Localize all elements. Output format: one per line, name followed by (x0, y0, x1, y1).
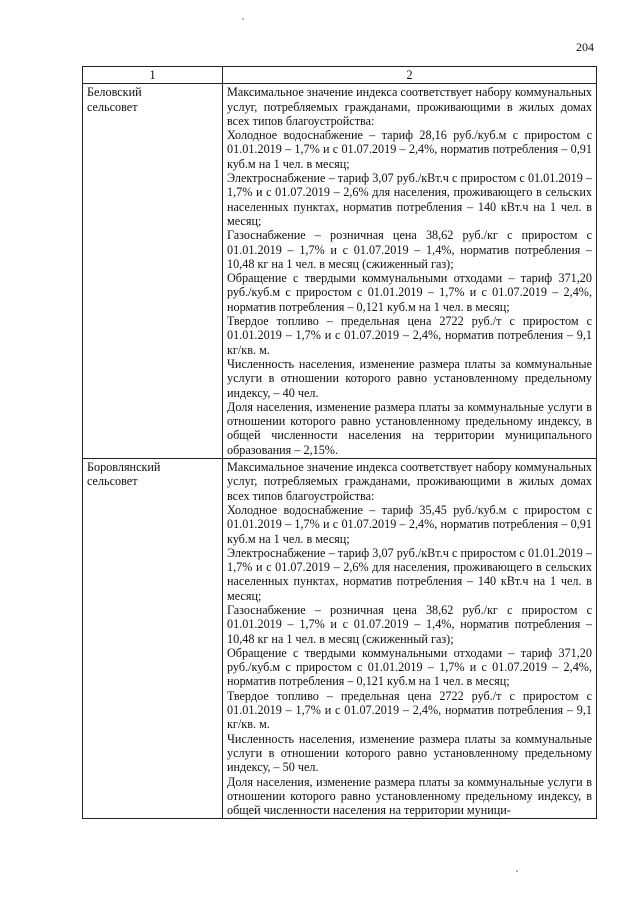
description-cell (223, 459, 597, 819)
municipality-name: Боровлянский сельсовет (87, 460, 161, 489)
paragraph: Максимальное значение индекса соответствует набору коммунальных услуг, потребляемых гражданами, проживающими в жилых домах всех типов благоустройства: (227, 85, 592, 128)
municipality-cell (83, 459, 223, 819)
paragraph: Численность населения, изменение размера платы за коммунальные услуги в отношении которого равно установленному предельному индексу, – 50 чел. (227, 731, 592, 775)
tariff-table (82, 66, 597, 819)
table-row (83, 459, 597, 819)
paragraph: Максимальное значение индекса соответствует набору коммунальных услуг, потребляемых гражданами, проживающими в жилых домах всех типов благоустройства: (227, 460, 592, 503)
paragraph: Газоснабжение – розничная цена 38,62 руб./кг с приростом с 01.01.2019 – 1,7% и с 01.07.2019 – 1,4%, норматив потребления – 10,48 кг на 1 чел. в месяц (сжиженный газ); (227, 228, 592, 271)
table-header-row (83, 67, 597, 84)
paragraph: Доля населения, изменение размера платы за коммунальные услуги в отношении которого равно установленному предельному индексу, в общей численности населения на территории муници- (227, 774, 592, 818)
municipality-cell (83, 84, 223, 459)
page-number: 204 (576, 40, 594, 54)
column-header-2: 2 (223, 67, 597, 84)
table-row (83, 84, 597, 459)
scan-speck (516, 870, 518, 872)
paragraph: Численность населения, изменение размера платы за коммунальные услуги в отношении которого равно установленному предельному индексу, – 40 чел. (227, 356, 592, 400)
scan-speck (242, 18, 244, 20)
paragraph: Обращение с твердыми коммунальными отходами – тариф 371,20 руб./куб.м с приростом с 01.01.2019 – 1,7% и с 01.07.2019 – 2,4%, норматив потребления – 0,121 куб.м на 1 чел. в месяц; (227, 271, 592, 314)
column-header-1: 1 (83, 67, 223, 84)
paragraph: Электроснабжение – тариф 3,07 руб./кВт.ч с приростом с 01.01.2019 – 1,7% и с 01.07.2019 – 2,6% для населения, проживающего в сельских населенных пунктах, норматив потребления – 140 кВт.ч на 1 чел. в месяц; (227, 545, 592, 603)
paragraph: Холодное водоснабжение – тариф 28,16 руб./куб.м с приростом с 01.01.2019 – 1,7% и с 01.07.2019 – 2,4%, норматив потребления – 0,91 куб.м на 1 чел. в месяц; (227, 128, 592, 171)
paragraph: Электроснабжение – тариф 3,07 руб./кВт.ч с приростом с 01.01.2019 – 1,7% и с 01.07.2019 – 2,6% для населения, проживающего в сельских населенных пунктах, норматив потребления – 140 кВт.ч на 1 чел. в месяц; (227, 171, 592, 228)
paragraph: Твердое топливо – предельная цена 2722 руб./т с приростом с 01.01.2019 – 1,7% и с 01.07.2019 – 2,4%, норматив потребления – 9,1 кг/кв. м. (227, 688, 592, 732)
description-cell (223, 84, 597, 459)
paragraph: Обращение с твердыми коммунальными отходами – тариф 371,20 руб./куб.м с приростом с 01.01.2019 – 1,7% и с 01.07.2019 – 2,4%, норматив потребления – 0,121 куб.м на 1 чел. в месяц; (227, 645, 592, 689)
paragraph: Твердое топливо – предельная цена 2722 руб./т с приростом с 01.01.2019 – 1,7% и с 01.07.2019 – 2,4%, норматив потребления – 9,1 кг/кв. м. (227, 314, 592, 357)
paragraph: Холодное водоснабжение – тариф 35,45 руб./куб.м с приростом с 01.01.2019 – 1,7% и с 01.07.2019 – 2,4%, норматив потребления – 0,91 куб.м на 1 чел. в месяц; (227, 502, 592, 546)
paragraph: Газоснабжение – розничная цена 38,62 руб./кг с приростом с 01.01.2019 – 1,7% и с 01.07.2019 – 1,4%, норматив потребления – 10,48 кг на 1 чел. в месяц (сжиженный газ); (227, 602, 592, 646)
paragraph: Доля населения, изменение размера платы за коммунальные услуги в отношении которого равно установленному предельному индексу, в общей численности населения на территории муниципального образования – 2,15%. (227, 399, 592, 457)
municipality-name: Беловский сельсовет (87, 85, 142, 114)
